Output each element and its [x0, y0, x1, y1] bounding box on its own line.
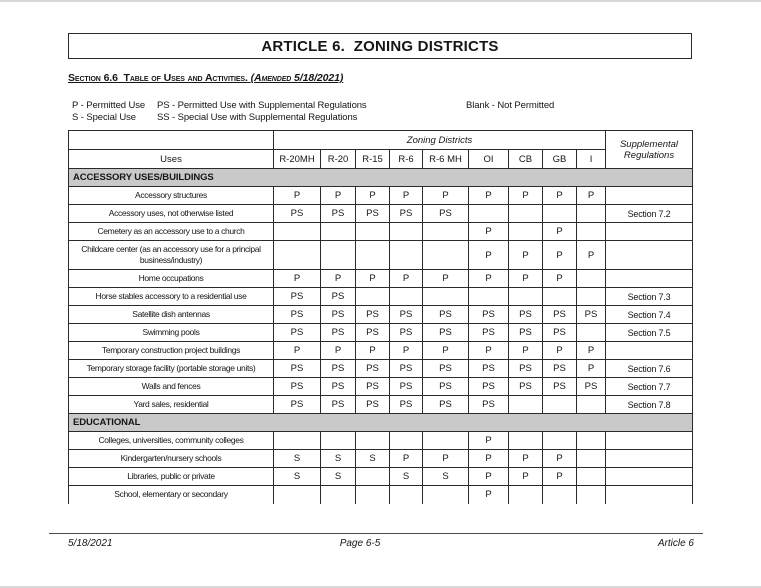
use-name-cell: Accessory uses, not otherwise listed: [69, 205, 274, 223]
use-row: [69, 205, 693, 223]
permission-cell-r-20mh: P: [274, 342, 321, 360]
permission-cell-oi: PS: [469, 360, 509, 378]
permission-cell-gb: PS: [543, 306, 577, 324]
use-name-cell: Libraries, public or private: [69, 468, 274, 486]
permission-cell-gb: P: [543, 450, 577, 468]
district-header-oi: OI: [469, 150, 509, 169]
permission-cell-gb: [543, 288, 577, 306]
permission-cell-r-20mh: PS: [274, 288, 321, 306]
supplemental-regulation-cell: Section 7.8: [606, 396, 693, 414]
use-row: [69, 486, 693, 504]
district-header-r-15: R-15: [356, 150, 390, 169]
permission-cell-cb: PS: [509, 360, 543, 378]
permission-cell-r-6-mh: P: [423, 450, 469, 468]
legend-special-supplemental: SS - Special Use with Supplemental Regulations: [157, 112, 358, 123]
permission-cell-r-6-mh: [423, 486, 469, 504]
supplemental-regulation-cell: [606, 241, 693, 270]
section-name: Table of Uses and Activities.: [123, 72, 248, 84]
use-name-cell: Yard sales, residential: [69, 396, 274, 414]
permission-cell-gb: PS: [543, 378, 577, 396]
permission-cell-i: [577, 270, 606, 288]
article-title-box: [68, 33, 692, 59]
permission-cell-cb: PS: [509, 306, 543, 324]
permission-cell-r-20mh: [274, 432, 321, 450]
supplemental-regulation-cell: Section 7.2: [606, 205, 693, 223]
use-row: [69, 396, 693, 414]
district-header-r-6-mh: R-6 MH: [423, 150, 469, 169]
district-header-i: I: [577, 150, 606, 169]
permission-cell-r-20: PS: [321, 288, 356, 306]
permission-cell-oi: P: [469, 241, 509, 270]
use-name-cell: Colleges, universities, community colleges: [69, 432, 274, 450]
use-row: [69, 468, 693, 486]
permission-cell-r-20mh: [274, 486, 321, 504]
permission-cell-r-20: PS: [321, 378, 356, 396]
permission-cell-r-20: PS: [321, 306, 356, 324]
permission-cell-i: [577, 396, 606, 414]
district-header-r-20mh: R-20MH: [274, 150, 321, 169]
supplemental-regulation-cell: Section 7.3: [606, 288, 693, 306]
use-name-cell: Swimming pools: [69, 324, 274, 342]
permission-cell-i: P: [577, 342, 606, 360]
permission-cell-oi: P: [469, 270, 509, 288]
permission-cell-gb: P: [543, 223, 577, 241]
permission-cell-gb: PS: [543, 360, 577, 378]
uses-and-activities-table: [68, 130, 693, 504]
permission-cell-r-6: PS: [390, 324, 423, 342]
section-heading: [68, 72, 343, 84]
permission-cell-i: PS: [577, 306, 606, 324]
permission-cell-r-20: S: [321, 468, 356, 486]
district-header-gb: GB: [543, 150, 577, 169]
supplemental-regulation-cell: [606, 342, 693, 360]
permission-cell-r-20mh: P: [274, 187, 321, 205]
permission-cell-r-15: P: [356, 270, 390, 288]
permission-cell-cb: P: [509, 270, 543, 288]
district-header-r-6: R-6: [390, 150, 423, 169]
permission-cell-r-15: P: [356, 342, 390, 360]
use-name-cell: Horse stables accessory to a residential use: [69, 288, 274, 306]
footer-page-number: Page 6-5: [339, 538, 381, 549]
permission-cell-gb: P: [543, 187, 577, 205]
use-row: [69, 288, 693, 306]
page-scan-edge-top: [0, 0, 761, 2]
permission-cell-r-6: PS: [390, 396, 423, 414]
footer-divider: [49, 533, 703, 534]
permission-cell-r-20: P: [321, 187, 356, 205]
permission-cell-r-15: PS: [356, 324, 390, 342]
permission-cell-r-6: [390, 486, 423, 504]
use-name-cell: Temporary construction project buildings: [69, 342, 274, 360]
permission-cell-gb: P: [543, 468, 577, 486]
article-title: ARTICLE 6. ZONING DISTRICTS: [261, 37, 499, 55]
permission-cell-r-20mh: [274, 241, 321, 270]
permission-cell-r-6: P: [390, 187, 423, 205]
permission-cell-oi: PS: [469, 306, 509, 324]
permission-cell-r-6: PS: [390, 360, 423, 378]
use-name-cell: Home occupations: [69, 270, 274, 288]
permission-cell-cb: P: [509, 241, 543, 270]
permission-cell-r-20: [321, 241, 356, 270]
supplemental-regulation-cell: [606, 468, 693, 486]
permission-cell-cb: P: [509, 468, 543, 486]
permission-cell-r-6-mh: P: [423, 270, 469, 288]
permission-cell-cb: PS: [509, 378, 543, 396]
permission-cell-r-6-mh: [423, 288, 469, 306]
permission-cell-r-15: [356, 288, 390, 306]
section-amended-note: (Amended 5/18/2021): [250, 72, 344, 84]
permission-cell-r-6: [390, 288, 423, 306]
permission-cell-cb: [509, 486, 543, 504]
permission-cell-r-20mh: PS: [274, 396, 321, 414]
permission-cell-r-6: [390, 223, 423, 241]
permission-cell-cb: PS: [509, 324, 543, 342]
permission-cell-r-6: [390, 432, 423, 450]
legend-blank: Blank - Not Permitted: [466, 100, 555, 111]
permission-cell-cb: P: [509, 187, 543, 205]
supplemental-regulation-cell: Section 7.7: [606, 378, 693, 396]
legend: [68, 100, 692, 126]
permission-cell-i: P: [577, 241, 606, 270]
use-row: [69, 241, 693, 270]
permission-cell-r-15: PS: [356, 306, 390, 324]
supplemental-regulation-cell: [606, 432, 693, 450]
permission-cell-r-20: PS: [321, 360, 356, 378]
permission-cell-cb: [509, 432, 543, 450]
permission-cell-gb: [543, 205, 577, 223]
permission-cell-r-20mh: P: [274, 270, 321, 288]
permission-cell-r-6-mh: PS: [423, 306, 469, 324]
permission-cell-r-20mh: [274, 223, 321, 241]
permission-cell-r-20: P: [321, 342, 356, 360]
permission-cell-cb: P: [509, 342, 543, 360]
permission-cell-oi: P: [469, 223, 509, 241]
permission-cell-cb: [509, 396, 543, 414]
permission-cell-oi: P: [469, 450, 509, 468]
use-name-cell: Kindergarten/nursery schools: [69, 450, 274, 468]
permission-cell-oi: P: [469, 486, 509, 504]
use-name-cell: School, elementary or secondary: [69, 486, 274, 504]
permission-cell-r-20mh: PS: [274, 378, 321, 396]
permission-cell-r-6-mh: S: [423, 468, 469, 486]
permission-cell-r-6: S: [390, 468, 423, 486]
footer-article: Article 6: [657, 538, 694, 549]
permission-cell-i: [577, 288, 606, 306]
permission-cell-oi: P: [469, 432, 509, 450]
use-name-cell: Temporary storage facility (portable storage units): [69, 360, 274, 378]
permission-cell-r-15: PS: [356, 360, 390, 378]
use-row: [69, 187, 693, 205]
use-name-cell: Accessory structures: [69, 187, 274, 205]
supplemental-regulation-cell: Section 7.5: [606, 324, 693, 342]
permission-cell-r-6-mh: PS: [423, 205, 469, 223]
permission-cell-r-15: [356, 468, 390, 486]
permission-cell-gb: PS: [543, 324, 577, 342]
supplemental-regulation-cell: [606, 223, 693, 241]
permission-cell-i: [577, 205, 606, 223]
use-row: [69, 270, 693, 288]
permission-cell-i: [577, 324, 606, 342]
supplemental-regulation-cell: [606, 450, 693, 468]
use-row: [69, 342, 693, 360]
permission-cell-cb: P: [509, 450, 543, 468]
permission-cell-oi: PS: [469, 324, 509, 342]
permission-cell-r-6-mh: P: [423, 187, 469, 205]
permission-cell-gb: [543, 486, 577, 504]
district-header-r-20: R-20: [321, 150, 356, 169]
footer-date: 5/18/2021: [68, 538, 113, 549]
permission-cell-r-6-mh: [423, 241, 469, 270]
permission-cell-r-15: PS: [356, 378, 390, 396]
use-row: [69, 324, 693, 342]
zoning-districts-header: Zoning Districts: [274, 131, 606, 150]
permission-cell-gb: P: [543, 241, 577, 270]
permission-cell-r-6: PS: [390, 205, 423, 223]
section-band-row: [69, 414, 693, 432]
permission-cell-r-20mh: PS: [274, 324, 321, 342]
permission-cell-cb: [509, 288, 543, 306]
use-row: [69, 378, 693, 396]
use-row: [69, 360, 693, 378]
supplemental-regulation-cell: [606, 187, 693, 205]
use-name-cell: Walls and fences: [69, 378, 274, 396]
permission-cell-oi: P: [469, 187, 509, 205]
permission-cell-r-6-mh: PS: [423, 378, 469, 396]
supplemental-regulation-cell: Section 7.4: [606, 306, 693, 324]
uses-column-header: Uses: [69, 150, 274, 169]
permission-cell-i: [577, 223, 606, 241]
permission-cell-r-6: [390, 241, 423, 270]
permission-cell-r-20: PS: [321, 324, 356, 342]
permission-cell-r-20: [321, 223, 356, 241]
use-row: [69, 306, 693, 324]
permission-cell-i: [577, 450, 606, 468]
permission-cell-r-6-mh: P: [423, 342, 469, 360]
permission-cell-i: [577, 486, 606, 504]
permission-cell-r-15: [356, 432, 390, 450]
permission-cell-r-6-mh: PS: [423, 360, 469, 378]
use-row: [69, 432, 693, 450]
permission-cell-i: PS: [577, 378, 606, 396]
use-row: [69, 450, 693, 468]
permission-cell-r-15: S: [356, 450, 390, 468]
permission-cell-r-20mh: PS: [274, 306, 321, 324]
permission-cell-oi: [469, 288, 509, 306]
permission-cell-r-20mh: S: [274, 450, 321, 468]
permission-cell-r-20mh: PS: [274, 205, 321, 223]
permission-cell-r-15: [356, 223, 390, 241]
legend-special: S - Special Use: [72, 112, 136, 123]
permission-cell-r-15: PS: [356, 205, 390, 223]
permission-cell-cb: [509, 223, 543, 241]
permission-cell-r-20: S: [321, 450, 356, 468]
permission-cell-oi: [469, 205, 509, 223]
permission-cell-r-6: P: [390, 342, 423, 360]
permission-cell-r-6-mh: PS: [423, 396, 469, 414]
table-group-header-row: [69, 131, 693, 150]
permission-cell-r-6: P: [390, 270, 423, 288]
use-name-cell: Childcare center (as an accessory use for a principal business/industry): [69, 241, 274, 270]
supplemental-regulations-header: Supplemental Regulations: [606, 131, 693, 169]
permission-cell-r-6: PS: [390, 306, 423, 324]
permission-cell-oi: PS: [469, 378, 509, 396]
permission-cell-r-20: PS: [321, 205, 356, 223]
permission-cell-r-6: P: [390, 450, 423, 468]
use-name-cell: Cemetery as an accessory use to a church: [69, 223, 274, 241]
permission-cell-i: P: [577, 360, 606, 378]
legend-permitted: P - Permitted Use: [72, 100, 146, 111]
permission-cell-r-15: [356, 486, 390, 504]
permission-cell-i: [577, 468, 606, 486]
legend-permitted-supplemental: PS - Permitted Use with Supplemental Regulations: [157, 100, 367, 111]
permission-cell-r-20mh: S: [274, 468, 321, 486]
use-name-cell: Satellite dish antennas: [69, 306, 274, 324]
section-label: Section 6.6: [68, 72, 118, 84]
permission-cell-oi: PS: [469, 396, 509, 414]
permission-cell-i: [577, 432, 606, 450]
permission-cell-gb: [543, 396, 577, 414]
permission-cell-r-6-mh: PS: [423, 324, 469, 342]
table-corner-blank: [69, 131, 274, 150]
permission-cell-r-20: PS: [321, 396, 356, 414]
supplemental-regulation-cell: Section 7.6: [606, 360, 693, 378]
permission-cell-r-20mh: PS: [274, 360, 321, 378]
permission-cell-r-15: PS: [356, 396, 390, 414]
permission-cell-r-6-mh: [423, 432, 469, 450]
permission-cell-r-6: PS: [390, 378, 423, 396]
permission-cell-gb: [543, 432, 577, 450]
permission-cell-r-20: P: [321, 270, 356, 288]
supplemental-regulation-cell: [606, 270, 693, 288]
permission-cell-oi: P: [469, 468, 509, 486]
permission-cell-r-15: [356, 241, 390, 270]
permission-cell-i: P: [577, 187, 606, 205]
permission-cell-r-20: [321, 432, 356, 450]
permission-cell-gb: P: [543, 342, 577, 360]
permission-cell-r-20: [321, 486, 356, 504]
permission-cell-oi: P: [469, 342, 509, 360]
permission-cell-r-6-mh: [423, 223, 469, 241]
section-band-label: ACCESSORY USES/BUILDINGS: [69, 169, 693, 187]
section-band-label: EDUCATIONAL: [69, 414, 693, 432]
section-band-row: [69, 169, 693, 187]
permission-cell-gb: P: [543, 270, 577, 288]
district-header-cb: CB: [509, 150, 543, 169]
permission-cell-cb: [509, 205, 543, 223]
permission-cell-r-15: P: [356, 187, 390, 205]
table-column-header-row: [69, 150, 693, 169]
use-row: [69, 223, 693, 241]
supplemental-regulation-cell: [606, 486, 693, 504]
